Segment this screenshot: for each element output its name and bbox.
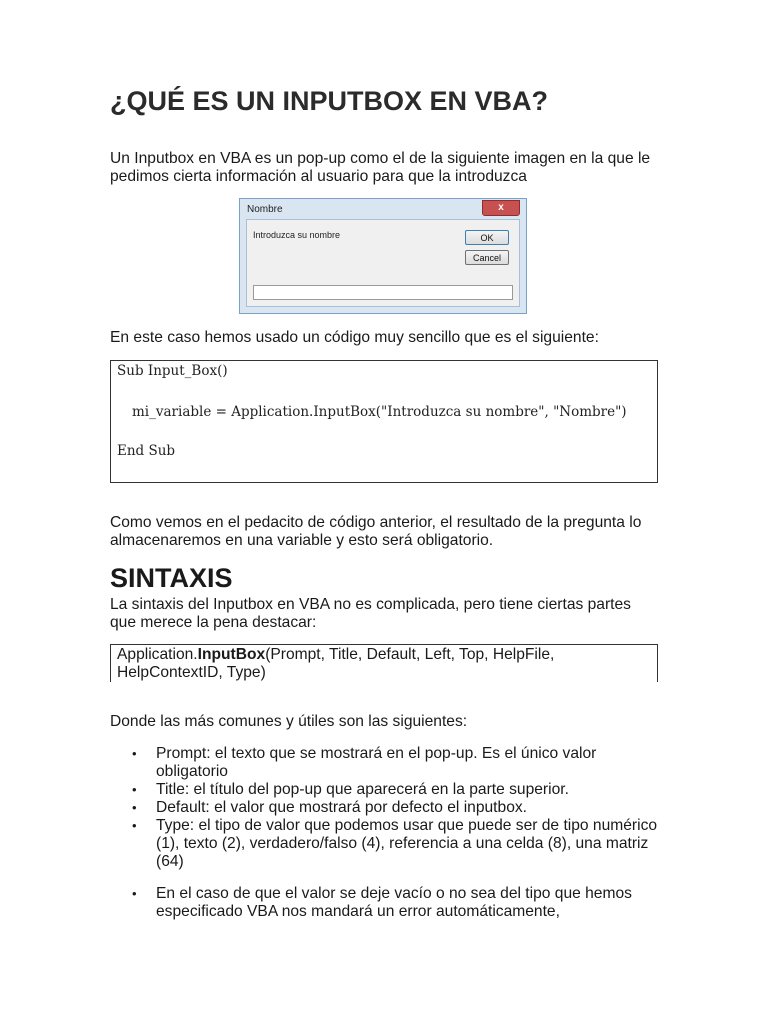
list-item: • En el caso de que el valor se deje vacío o no sea del tipo que hemos especificado VBA nos mandará un error automáticamente,	[110, 885, 658, 921]
close-icon: x	[482, 200, 520, 216]
parameter-list	[110, 745, 658, 871]
code-intro-paragraph: En este caso hemos usado un código muy sencillo que es el siguiente:	[110, 329, 599, 346]
list-intro-paragraph: Donde las más comunes y útiles son las siguientes:	[110, 713, 468, 730]
code-line: Sub Input_Box()	[117, 363, 228, 379]
dialog-ok-button: OK	[465, 230, 509, 245]
dialog-cancel-button: Cancel	[465, 250, 509, 265]
syntax-description: La sintaxis del Inputbox en VBA no es complicada, pero tiene ciertas partes que merece la pena destacar:	[110, 596, 631, 631]
list-item: • Prompt: el texto que se mostrará en el pop-up. Es el único valor obligatorio	[110, 745, 658, 781]
after-code-paragraph: Como vemos en el pedacito de código anterior, el resultado de la pregunta lo almacenaremos en una variable y esto será obligatorio.	[110, 514, 642, 549]
dialog-title: Nombre	[247, 204, 283, 215]
inputbox-dialog-image	[239, 198, 527, 314]
list-item: • Title: el título del pop-up que aparecerá en la parte superior.	[110, 781, 658, 799]
dialog-body	[246, 219, 520, 307]
code-line: End Sub	[117, 443, 176, 459]
list-item: • Type: el tipo de valor que podemos usar que puede ser de tipo numérico (1), texto (2), verdadero/falso (4), referencia a una celda (8), una matriz (64)	[110, 817, 658, 871]
intro-paragraph: Un Inputbox en VBA es un pop-up como el de la siguiente imagen en la que le pedimos cierta información al usuario para que la introduzca	[110, 150, 651, 185]
note-list	[110, 885, 658, 921]
dialog-prompt: Introduzca su nombre	[253, 230, 341, 240]
list-item: • Default: el valor que mostrará por defecto el inputbox.	[110, 799, 658, 817]
syntax-block	[110, 644, 658, 682]
syntax-prefix: Application.	[117, 646, 198, 663]
syntax-method: InputBox	[197, 646, 266, 663]
section-heading-sintaxis: SINTAXIS	[110, 563, 233, 593]
syntax-args: (Prompt, Title, Default, Left, Top, HelpFile, HelpContextID, Type)	[117, 646, 555, 681]
code-block	[110, 360, 658, 483]
code-line: mi_variable = Application.InputBox("Introduzca su nombre", "Nombre")	[132, 404, 627, 420]
dialog-input-field	[253, 285, 513, 300]
page-title: ¿QUÉ ES UN INPUTBOX EN VBA?	[110, 86, 549, 116]
